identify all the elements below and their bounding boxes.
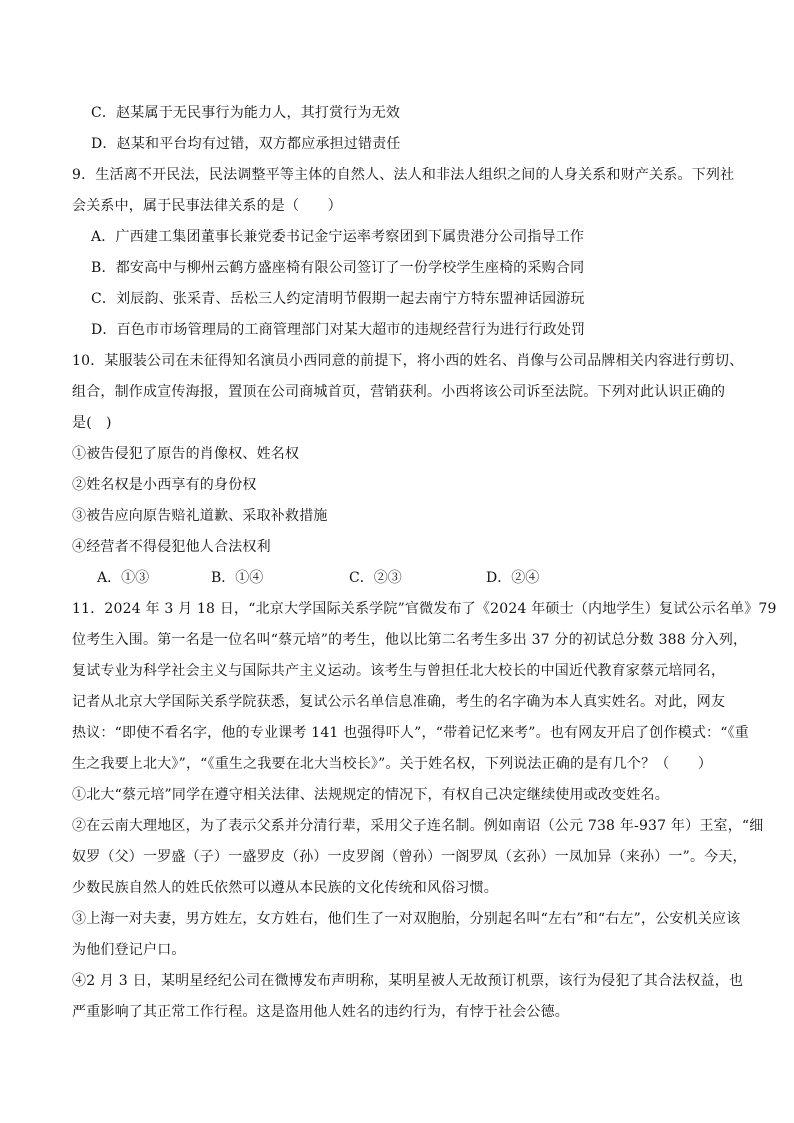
q11-item-3-line-2: 为他们登记户口。: [72, 942, 186, 958]
q10-choice-a: A．①③: [97, 570, 150, 586]
q11-item-2-line-2: 奴罗（父）一罗盛（子）一盛罗皮（孙）一皮罗阁（曾孙）一阁罗凤（玄孙）一凤加异（来孙）一”。今天，: [72, 849, 747, 865]
q11-stem-line-2: 位考生入围。第一名是一位名叫“蔡元培”的考生，他以比第二名考生多出 37 分的初试总分数 388 分入列，: [72, 632, 748, 648]
q9-option-c: C．刘辰韵、张采青、岳松三人约定清明节假期一起去南宁方特东盟神话园游玩: [91, 291, 585, 307]
q11-stem-line-1: 11．2024 年 3 月 18 日，“北京大学国际关系学院”官微发布了《2024 年硕士（内地学生）复试公示名单》79: [72, 601, 777, 617]
q9-stem-line-2: 会关系中，属于民事法律关系的是（ ）: [72, 198, 342, 214]
q11-item-1: ①北大“蔡元培”同学在遵守相关法律、法规规定的情况下，有权自己决定继续使用或改变姓名。: [72, 787, 669, 803]
q8-option-d: D．赵某和平台均有过错，双方都应承担过错责任: [91, 136, 401, 152]
q10-stem-line-2: 组合，制作成宣传海报，置顶在公司商城首页，营销获利。小西将该公司诉至法院。下列对此认识正确的: [72, 384, 726, 400]
q10-stem-line-1: 10．某服装公司在未征得知名演员小西同意的前提下，将小西的姓名、肖像与公司品牌相关内容进行剪切、: [72, 353, 744, 369]
q11-item-2-line-1: ②在云南大理地区，为了表示父系并分清行辈，采用父子连名制。例如南诏（公元 738 年-937 年）王室，“细: [72, 818, 764, 834]
q11-stem-line-4: 记者从北京大学国际关系学院获悉，复试公示名单信息准确，考生的名字确为本人真实姓名。对此，网友: [72, 694, 726, 710]
q10-item-1: ①被告侵犯了原告的肖像权、姓名权: [72, 446, 300, 462]
q9-option-d: D．百色市市场管理局的工商管理部门对某大超市的违规经营行为进行行政处罚: [91, 322, 586, 338]
q11-stem-line-5: 热议：“即使不看名字，他的专业课考 141 也强得吓人”，“带着记忆来考”。也有网友开启了创作模式：“《重: [72, 725, 750, 741]
q9-option-b: B．都安高中与柳州云鹤方盛座椅有限公司签订了一份学校学生座椅的采购合同: [91, 260, 585, 276]
q11-item-4-line-2: 严重影响了其正常工作行程。这是盗用他人姓名的违约行为，有悖于社会公德。: [72, 1004, 569, 1020]
q10-stem-line-3: 是( ): [72, 415, 112, 431]
q11-item-2-line-3: 少数民族自然人的姓氏依然可以遵从本民族的文化传统和风俗习惯。: [72, 880, 498, 896]
q10-item-3: ③被告应向原告赔礼道歉、采取补救措施: [72, 508, 328, 524]
q11-stem-line-6: 生之我要上北大》”，“《重生之我要在北大当校长》”。关于姓名权，下列说法正确的是有几个？（ ）: [72, 756, 713, 772]
q10-item-2: ②姓名权是小西享有的身份权: [72, 477, 257, 493]
q11-item-4-line-1: ④2 月 3 日，某明星经纪公司在微博发布声明称，某明星被人无故预订机票，该行为侵犯了其合法权益，也: [72, 973, 744, 989]
q11-stem-line-3: 复试专业为科学社会主义与国际共产主义运动。该考生与曾担任北大校长的中国近代教育家蔡元培同名，: [72, 663, 726, 679]
q10-choice-d: D．②④: [486, 570, 540, 586]
q10-choice-b: B．①④: [211, 570, 264, 586]
q9-option-a: A．广西建工集团董事长兼党委书记金宁运率考察团到下属贵港分公司指导工作: [91, 229, 585, 245]
q10-choice-c: C．②③: [349, 570, 402, 586]
q10-item-4: ④经营者不得侵犯他人合法权利: [72, 539, 271, 555]
q9-stem-line-1: 9．生活离不开民法，民法调整平等主体的自然人、法人和非法人组织之间的人身关系和财产关系。下列社: [72, 167, 735, 183]
q11-item-3-line-1: ③上海一对夫妻，男方姓左，女方姓右，他们生了一对双胞胎，分别起名叫“左右”和“右左”，公安机关应该: [72, 911, 741, 927]
q8-option-c: C．赵某属于无民事行为能力人，其打赏行为无效: [91, 105, 401, 121]
